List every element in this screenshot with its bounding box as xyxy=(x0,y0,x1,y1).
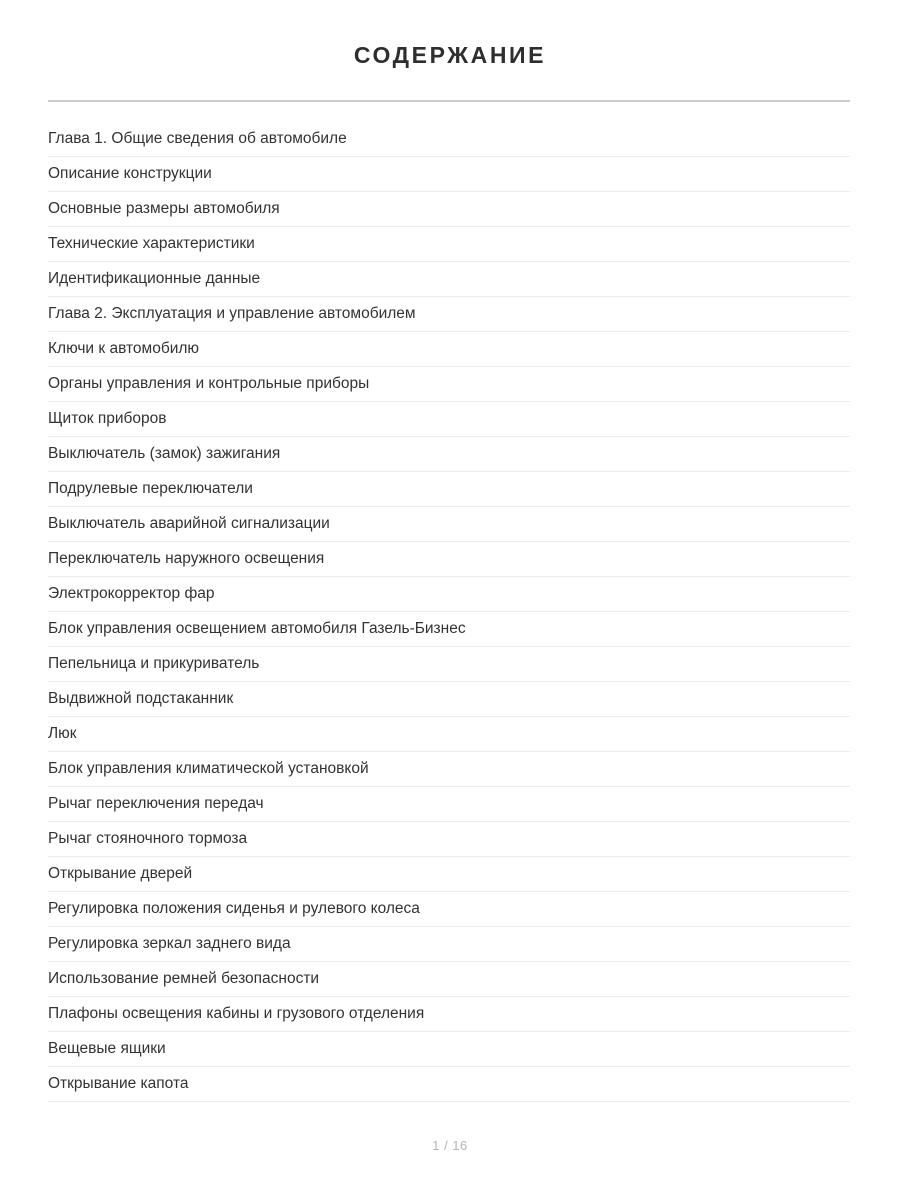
toc-entry[interactable]: Вещевые ящики xyxy=(48,1032,850,1067)
toc-entry[interactable]: Плафоны освещения кабины и грузового отделения xyxy=(48,997,850,1032)
toc-entry[interactable]: Рычаг стояночного тормоза xyxy=(48,822,850,857)
toc-entry[interactable]: Открывание капота xyxy=(48,1067,850,1102)
toc-entry[interactable]: Идентификационные данные xyxy=(48,262,850,297)
toc-entry[interactable]: Блок управления освещением автомобиля Газель-Бизнес xyxy=(48,612,850,647)
toc-entry[interactable]: Рычаг переключения передач xyxy=(48,787,850,822)
toc-entry[interactable]: Переключатель наружного освещения xyxy=(48,542,850,577)
toc-entry[interactable]: Глава 2. Эксплуатация и управление автомобилем xyxy=(48,297,850,332)
toc-entry[interactable]: Технические характеристики xyxy=(48,227,850,262)
toc-entry[interactable]: Регулировка положения сиденья и рулевого колеса xyxy=(48,892,850,927)
toc-entry[interactable]: Подрулевые переключатели xyxy=(48,472,850,507)
toc-entry[interactable]: Люк xyxy=(48,717,850,752)
toc-entry[interactable]: Пепельница и прикуриватель xyxy=(48,647,850,682)
toc-top-divider xyxy=(48,100,850,102)
toc-entry[interactable]: Регулировка зеркал заднего вида xyxy=(48,927,850,962)
toc-entry[interactable]: Блок управления климатической установкой xyxy=(48,752,850,787)
page-indicator: 1 / 16 xyxy=(432,1138,468,1153)
toc-list xyxy=(48,122,850,1102)
toc-entry[interactable]: Выдвижной подстаканник xyxy=(48,682,850,717)
toc-entry[interactable]: Щиток приборов xyxy=(48,402,850,437)
toc-entry[interactable]: Использование ремней безопасности xyxy=(48,962,850,997)
toc-entry[interactable]: Глава 1. Общие сведения об автомобиле xyxy=(48,122,850,157)
table-of-contents xyxy=(48,100,850,1102)
toc-entry[interactable]: Ключи к автомобилю xyxy=(48,332,850,367)
toc-entry[interactable]: Основные размеры автомобиля xyxy=(48,192,850,227)
toc-entry[interactable]: Выключатель аварийной сигнализации xyxy=(48,507,850,542)
toc-entry[interactable]: Органы управления и контрольные приборы xyxy=(48,367,850,402)
toc-entry[interactable]: Описание конструкции xyxy=(48,157,850,192)
toc-entry[interactable]: Выключатель (замок) зажигания xyxy=(48,437,850,472)
toc-entry[interactable]: Электрокорректор фар xyxy=(48,577,850,612)
toc-entry[interactable]: Открывание дверей xyxy=(48,857,850,892)
page-title: СОДЕРЖАНИЕ xyxy=(353,42,547,68)
